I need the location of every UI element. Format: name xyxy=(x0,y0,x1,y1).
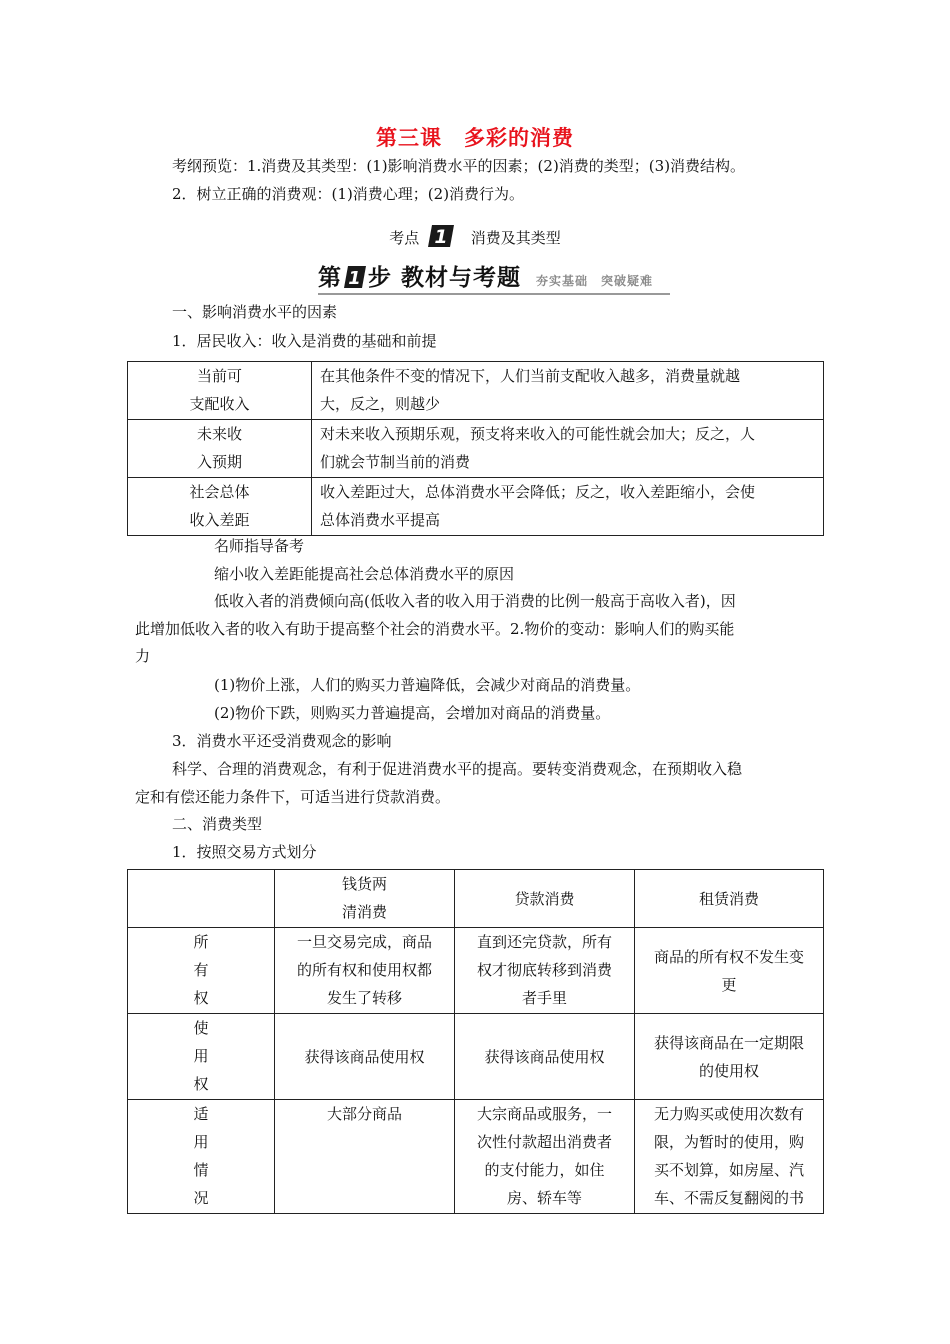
step-main-text: 步 教材与考题 xyxy=(368,265,522,291)
step-prefix: 第 xyxy=(318,265,342,291)
kaodian-topic: 消费及其类型 xyxy=(470,229,561,247)
section2-item1: 1．按照交易方式划分 xyxy=(172,843,317,861)
section1-heading: 一、影响消费水平的因素 xyxy=(172,303,338,321)
column-header-lease: 租赁消费 xyxy=(635,870,824,928)
table-row xyxy=(128,362,824,420)
tip-title: 名师指导备考 xyxy=(214,537,305,555)
step-banner-subtitle: 夯实基础 突破疑难 xyxy=(536,274,654,288)
step-banner-title xyxy=(318,264,521,292)
syllabus-line-1: 考纲预览：1.消费及其类型：(1)影响消费水平的因素；(2)消费的类型；(3)消费结构。 xyxy=(172,157,746,175)
cell-loan-usage: 获得该商品使用权 xyxy=(455,1014,635,1100)
table-row xyxy=(128,420,824,478)
table-header-row xyxy=(128,870,824,928)
price-rise-text: (1)物价上涨，人们的购买力普遍降低，会减少对商品的消费量。 xyxy=(214,676,641,694)
banner-underline xyxy=(318,293,670,295)
kaodian-number-badge-icon xyxy=(428,224,454,248)
row-label-usage: 使 用 权 xyxy=(128,1014,275,1100)
section1-item1: 1．居民收入：收入是消费的基础和前提 xyxy=(172,332,437,350)
step-number-badge-icon xyxy=(344,265,366,289)
kaodian-number: 1 xyxy=(434,226,448,248)
item3-paragraph-line-2: 定和有偿还能力条件下，可适当进行贷款消费。 xyxy=(135,788,451,806)
column-header-cash: 钱货两 清消费 xyxy=(275,870,455,928)
table-row xyxy=(128,1014,824,1100)
cell-cash-applicability: 大部分商品 xyxy=(275,1100,455,1214)
corner-cell xyxy=(128,870,275,928)
price-fall-text: (2)物价下跌，则购买力普遍提高，会增加对商品的消费量。 xyxy=(214,704,611,722)
tip-paragraph-line-2: 此增加低收入者的收入有助于提高整个社会的消费水平。2.物价的变动：影响人们的购买能 xyxy=(135,620,735,638)
tip-paragraph-line-3: 力 xyxy=(135,647,151,665)
cell-cash-ownership: 一旦交易完成，商品 的所有权和使用权都 发生了转移 xyxy=(275,928,455,1014)
step-banner xyxy=(318,264,674,296)
syllabus-line-2: 2．树立正确的消费观：(1)消费心理；(2)消费行为。 xyxy=(172,185,525,203)
row-header: 社会总体 收入差距 xyxy=(128,478,312,536)
table-row xyxy=(128,478,824,536)
item3-paragraph-line-1: 科学、合理的消费观念，有利于促进消费水平的提高。要转变消费观念，在预期收入稳 xyxy=(172,760,743,778)
row-content: 在其他条件不变的情况下，人们当前支配收入越多，消费量就越 大，反之，则越少 xyxy=(312,362,824,420)
column-header-loan: 贷款消费 xyxy=(455,870,635,928)
cell-lease-ownership: 商品的所有权不发生变 更 xyxy=(635,928,824,1014)
row-content: 对未来收入预期乐观，预支将来收入的可能性就会加大；反之，人 们就会节制当前的消费 xyxy=(312,420,824,478)
step-number: 1 xyxy=(348,268,362,289)
cell-cash-usage: 获得该商品使用权 xyxy=(275,1014,455,1100)
cell-lease-usage: 获得该商品在一定期限 的使用权 xyxy=(635,1014,824,1100)
kaodian-prefix: 考点 xyxy=(389,229,420,247)
row-content: 收入差距过大，总体消费水平会降低；反之，收入差距缩小，会使 总体消费水平提高 xyxy=(312,478,824,536)
consumption-types-table xyxy=(127,869,824,1214)
lesson-title: 第三课 多彩的消费 xyxy=(376,126,574,150)
row-label-ownership: 所 有 权 xyxy=(128,928,275,1014)
row-header: 当前可 支配收入 xyxy=(128,362,312,420)
cell-loan-ownership: 直到还完贷款，所有 权才彻底转移到消费 者手里 xyxy=(455,928,635,1014)
cell-lease-applicability: 无力购买或使用次数有 限，为暂时的使用，购 买不划算，如房屋、汽 车、不需反复翻阅的书 xyxy=(635,1100,824,1214)
section2-heading: 二、消费类型 xyxy=(172,815,263,833)
income-factors-table xyxy=(127,361,824,536)
table-row xyxy=(128,1100,824,1214)
cell-loan-applicability: 大宗商品或服务，一 次性付款超出消费者 的支付能力，如住 房、轿车等 xyxy=(455,1100,635,1214)
row-header: 未来收 入预期 xyxy=(128,420,312,478)
section1-item3: 3．消费水平还受消费观念的影响 xyxy=(172,732,392,750)
row-label-applicability: 适 用 情 况 xyxy=(128,1100,275,1214)
table-row xyxy=(128,928,824,1014)
tip-paragraph-line-1: 低收入者的消费倾向高(低收入者的收入用于消费的比例一般高于高收入者)，因 xyxy=(214,592,736,610)
kaodian-heading xyxy=(0,224,950,251)
tip-subtitle: 缩小收入差距能提高社会总体消费水平的原因 xyxy=(214,565,515,583)
